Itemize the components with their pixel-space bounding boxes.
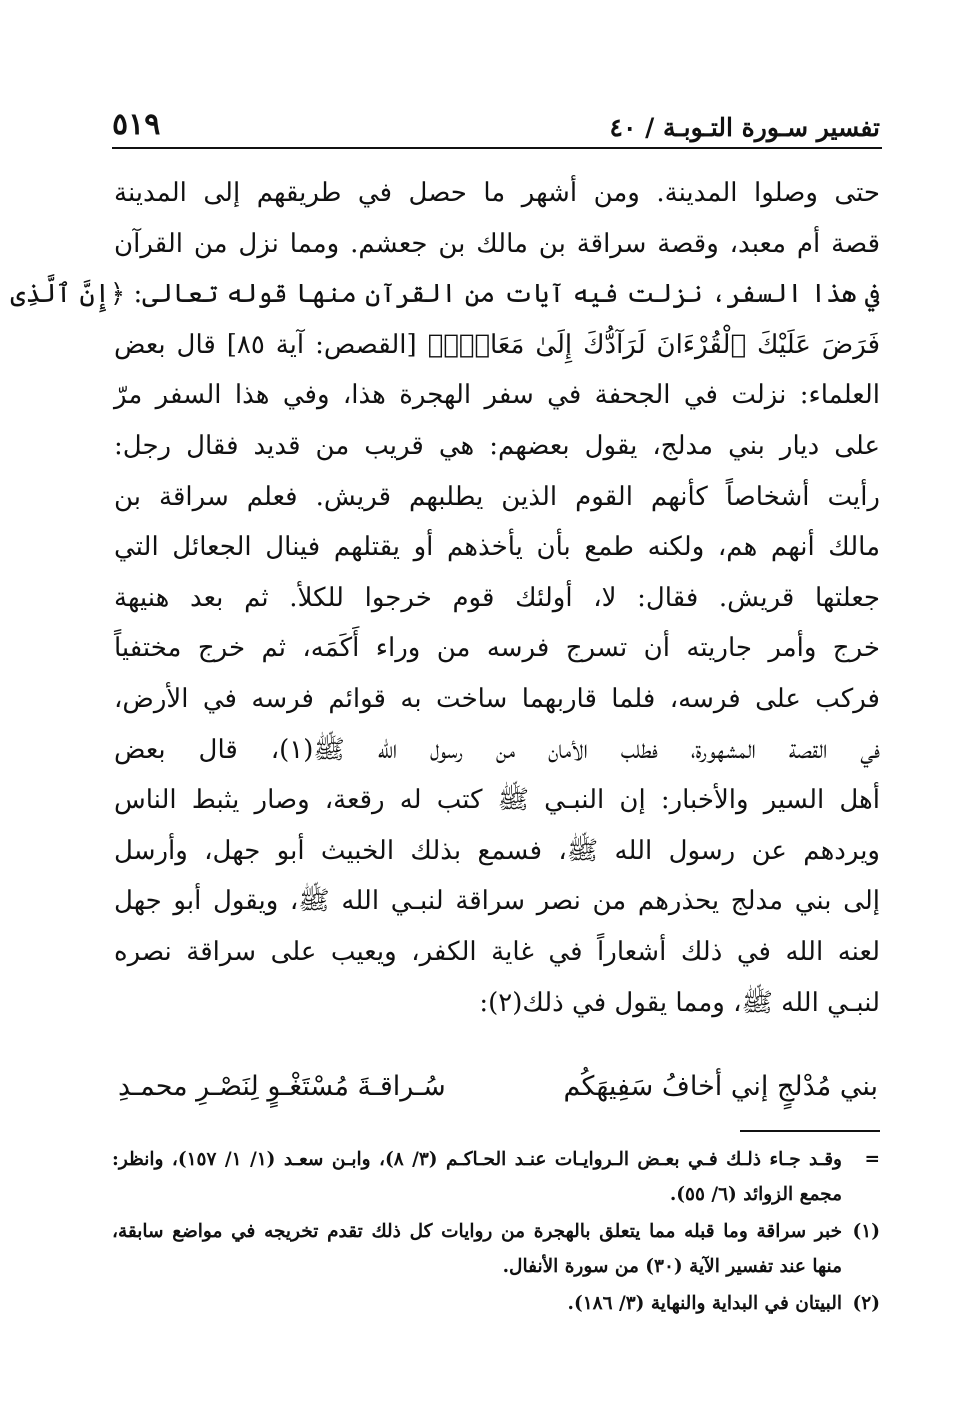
- text-line: ويردهم عن رسول الله ﷺ، فسمع بذلك الخبيث أبو جهل، وأرسل: [114, 835, 880, 866]
- header-divider: [112, 147, 882, 149]
- text-line: أهل السير والأخبار: إن النبـي ﷺ كتب له رقعة، وصار يثبط الناس: [114, 785, 880, 816]
- poem-second-hemistich: سُـراقـةَ مُسْتَغْـوٍ لِنَصْـرِ محمـدِ: [118, 1070, 446, 1102]
- text-line: جعلتها قريش. فقال: لا، أولئك قوم خرجوا للكلأ. ثم بعد هنيهة: [114, 582, 880, 613]
- text-line: في هذا السفر، نزلت فيه آيات من القرآن منها قوله تعالى: ﴿إِنَّ ٱلَّذِى: [10, 279, 880, 310]
- text-line: مالك أنهم هم، ولكنه طمع بأن يأخذهم أو يقتلهم فينال الجعائل التي: [114, 532, 880, 563]
- footnote-continued: [112, 1142, 880, 1212]
- text-line: قصة أم معبد، وقصة سراقة بن مالك بن جعشم. ومما نزل من القرآن: [114, 228, 880, 259]
- footnotes: [112, 1142, 880, 1323]
- text-line: فركب على فرسه، فلما قاربهما ساخت به قوائم فرسه في الأرض،: [114, 683, 880, 714]
- footnote-marker: =: [864, 1149, 880, 1170]
- footnote-1: [112, 1214, 880, 1284]
- footnote-text: خبر سراقة وما قبله مما يتعلق بالهجرة من روايات كل ذلك تقدم تخريجه في مواضع سابقة، منها عند تفسير الآية (٣٠) من سورة الأنفال.: [112, 1221, 843, 1277]
- footnote-2: [112, 1286, 880, 1321]
- page-number: ٥١٩: [112, 107, 161, 142]
- text-line: فَرَضَ عَلَيْكَ ٱلْقُرْءَانَ لَرَآدُّكَ إِلَىٰ مَعَادٍۚ﴾ [القصص: آية ٨٥] قال بعض: [114, 329, 880, 360]
- text-line: لعنه الله في ذلك أشعاراً في غاية الكفر، ويعيب على سراقة نصره: [114, 936, 880, 967]
- poem-verse: [118, 1058, 878, 1114]
- footnote-marker: (٢): [852, 1293, 880, 1314]
- text-line: لنبـي الله ﷺ، ومما يقول في ذلك(٢):: [479, 987, 880, 1018]
- running-head: [112, 92, 880, 142]
- footnote-marker: (١): [852, 1221, 880, 1242]
- text-line: على ديار بني مدلج، يقول بعضهم: هي قريب من قديد فقال رجل:: [114, 430, 880, 461]
- poem-first-hemistich: بني مُدْلجٍ إني أخافُ سَفِيهَكُم: [563, 1070, 878, 1102]
- text-line: العلماء: نزلت في الجحفة في سفر الهجرة هذا، وفي هذا السفر مرّ: [114, 380, 880, 411]
- main-text: [10, 168, 880, 1028]
- footnote-text: وقـد جـاء ذلـك فـي بعـض الـروايـات عنـد الحـاكـم (٣/ ٨)، وابـن سعـد (١/ ١/ ١٥٧)، وانظر: مجمع الزوائد (٦/ ٥٥).: [112, 1149, 842, 1205]
- text-line: خرج وأمر جاريته أن تسرج فرسه من وراء أَكَمَه، ثم خرج مختفياً: [114, 633, 880, 664]
- text-line: إلى بني مدلج يحذرهم من نصر سراقة لنبـي الله ﷺ، ويقول أبو جهل: [114, 886, 880, 917]
- running-head-title: تفسير سـورة التـوبـة / ٤٠: [609, 113, 880, 142]
- text-line: رأيت أشخاصاً كأنهم القوم الذين يطلبهم قريش. فعلم سراقة بن: [114, 481, 880, 512]
- footnote-text: البيتان في البداية والنهاية (٣/ ١٨٦).: [567, 1293, 842, 1314]
- footnote-divider: [740, 1130, 880, 1132]
- text-line: في القصة المشهورة، فطلب الأمان من رسول الله ﷺ(١)، قال بعض: [114, 734, 880, 765]
- text-line: حتى وصلوا المدينة. ومن أشهر ما حصل في طريقهم إلى المدينة: [114, 178, 880, 208]
